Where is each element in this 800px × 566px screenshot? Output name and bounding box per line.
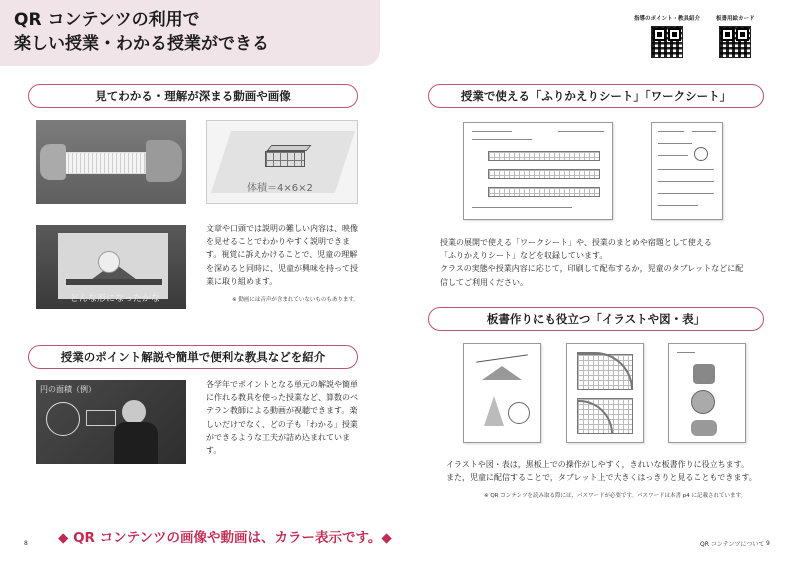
page-number-left: 8 (24, 540, 28, 547)
illustration-thumbnail-objects (668, 343, 746, 443)
video-still-hands-paper (36, 120, 186, 204)
body-worksheets-line1: 授業の展開で使える「ワークシート」や、授業のまとめや宿題として使える (440, 238, 712, 247)
section-heading-videos: 見てわかる・理解が深まる動画や画像 (28, 84, 358, 108)
note-audio: ※ 動画には音声が含まれていないものもあります。 (232, 297, 359, 303)
page-number-right: 9 (766, 540, 770, 547)
illustration-thumbnail-diagram (463, 343, 541, 443)
video-still-mountain (36, 225, 186, 309)
qr-picture-cards-label: 板書用絵カード (716, 16, 755, 22)
section-heading-teaching-points: 授業のポイント解説や簡単で便利な教具などを紹介 (28, 345, 358, 369)
section-heading-worksheets: 授業で使える「ふりかえりシート」「ワークシート」 (428, 84, 764, 108)
body-worksheets-line2: 「ふりかえりシート」などを収録しています。 (440, 251, 608, 261)
video-still-teacher-board (36, 380, 186, 464)
image-cuboid-volume (206, 120, 358, 204)
qr-picture-cards[interactable] (716, 14, 755, 58)
color-notice-banner: ◆ QR コンテンツの画像や動画は、カラー表示です。◆ (58, 530, 392, 546)
body-teaching-points: 各学年でポイントとなる単元の解説や簡単に作れる教具を使った授業など、算数のベテラン教師による動画が視聴できます。楽しいだけでなく、どの子も「わかる」授業ができるような工夫が詰め込まれています。 (206, 380, 358, 456)
body-videos: 文章や口頭では説明の難しい内容は、映像を見せることでわかりやすく説明できます。視覚に訴えかけることで、児童の理解を深めると同時に、児童が興味を持って授業に取り組めます。 (206, 224, 358, 286)
body-worksheets-line3: クラスの実態や授業内容に応じて，印刷して配布するか，児童のタブレットなどに配 (440, 264, 744, 274)
review-sheet-thumbnail (651, 122, 723, 220)
section-heading-illustrations: 板書作りにも役立つ「イラストや図・表」 (428, 307, 764, 331)
illustration-thumbnail-graph (566, 343, 644, 443)
qr-teaching-points[interactable] (634, 14, 700, 58)
page-title: QR コンテンツの利用で 楽しい授業・わかる授業ができる (14, 10, 269, 54)
footer-section-label: QR コンテンツについて (700, 541, 765, 548)
worksheet-thumbnail (463, 122, 613, 220)
board-text: 円の面積（例） (40, 385, 96, 394)
qr-code-icon[interactable] (719, 26, 751, 58)
caption-volume: 体積＝4×6×2 (247, 183, 313, 194)
body-worksheets (440, 236, 770, 289)
body-illustrations (446, 458, 776, 484)
caption-question: どんな形になったかな (70, 294, 161, 304)
qr-teaching-points-label: 指導のポイント・教具紹介 (634, 16, 701, 22)
body-illustrations-line2: また，児童に配信することで，タブレット上で大きくはっきりと見ることもできます。 (446, 473, 757, 483)
body-illustrations-line1: イラストや図・表は，黒板上での操作がしやすく，きれいな板書作りに役立ちます。 (446, 460, 749, 469)
note-password: ※ QR コンテンツを読み取る際には，パスワードが必要です。パスワードは本書 p4 に記載されています。 (484, 493, 747, 499)
body-worksheets-line4: 信してご利用ください。 (440, 277, 528, 287)
qr-code-icon[interactable] (651, 26, 683, 58)
